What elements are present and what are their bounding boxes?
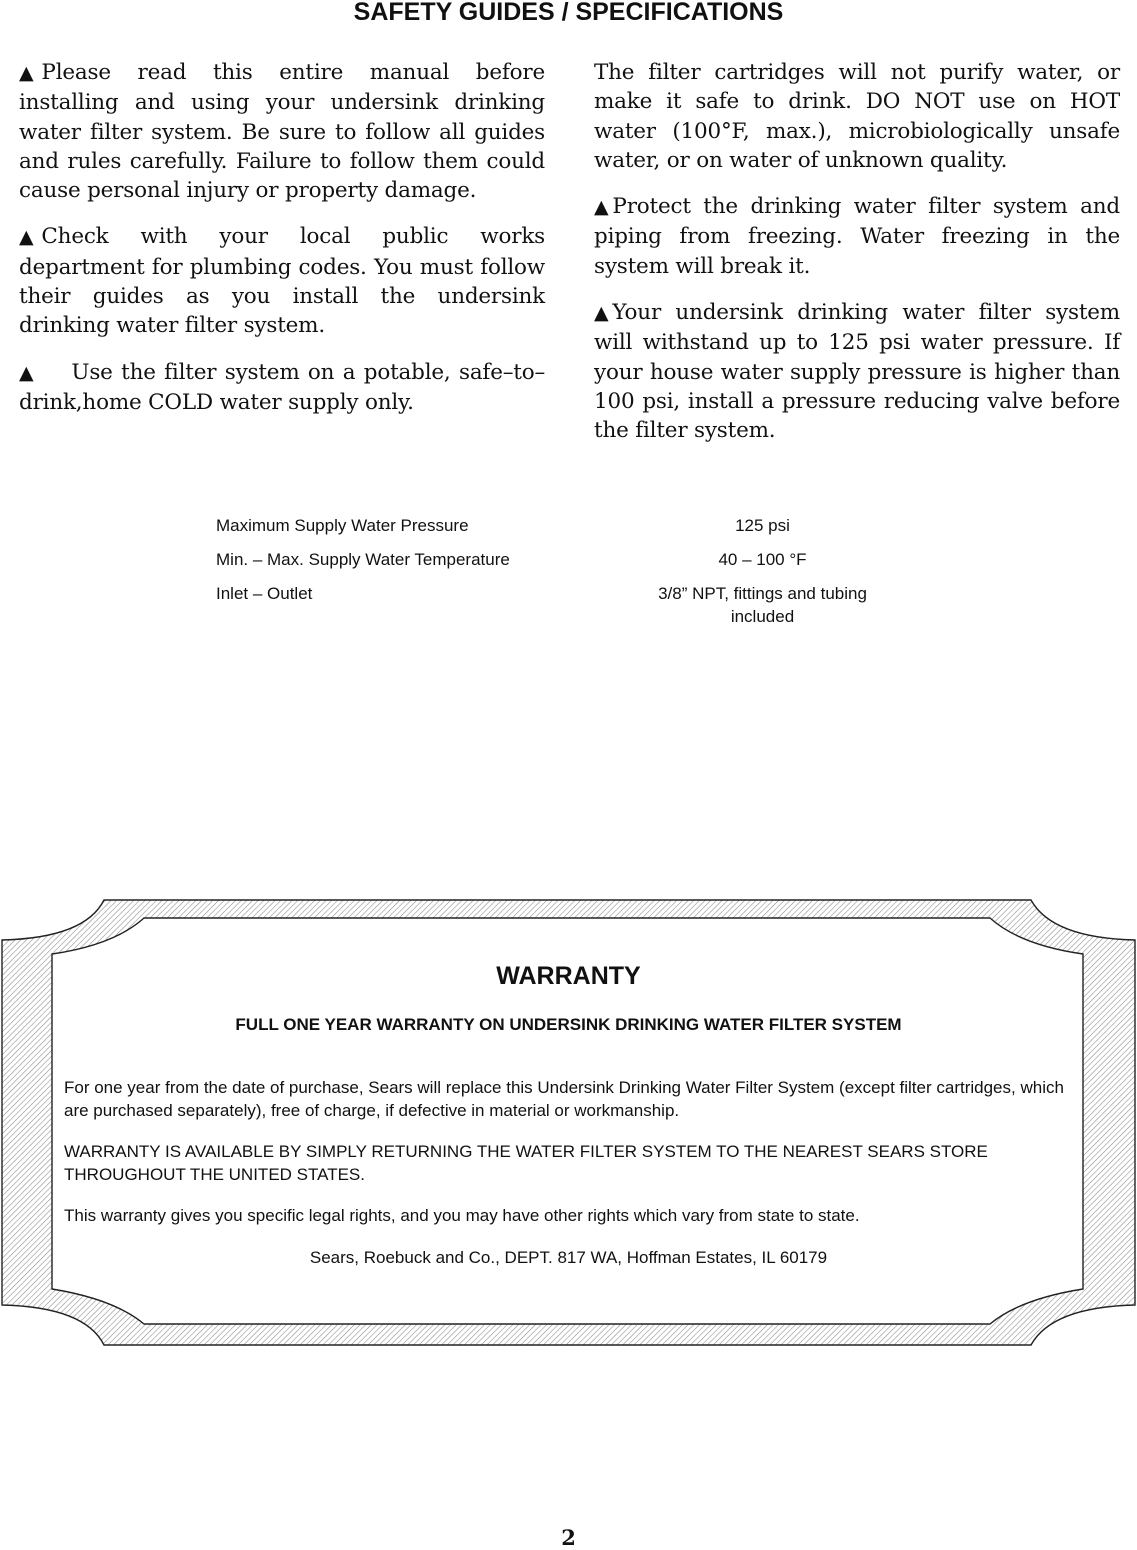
safety-guide-text: Protect the drinking water filter system and piping from freezing. Water freezing in the system will break it. xyxy=(594,194,1120,279)
safety-guide-item xyxy=(594,192,1120,281)
safety-guide-item xyxy=(19,222,545,340)
spec-row xyxy=(216,582,916,626)
safety-guide-intro: The filter cartridges will not purify water, or make it safe to drink. DO NOT use on HOT water (100°F, max.), microbiologically unsafe water, or on water of unknown quality. xyxy=(594,60,1120,173)
specifications-table xyxy=(216,514,916,626)
safety-guide-text: Use the filter system on a potable, safe–to–drink,home COLD water supply only. xyxy=(19,359,545,415)
spec-label: Maximum Supply Water Pressure xyxy=(216,516,469,535)
warning-triangle-icon: ▲ xyxy=(19,226,34,249)
warranty-body xyxy=(64,1076,1076,1245)
warranty-paragraph: This warranty gives you specific legal rights, and you may have other rights which vary from state to state. xyxy=(64,1206,860,1225)
spec-row xyxy=(216,514,916,548)
warning-triangle-icon: ▲ xyxy=(594,196,609,219)
warranty-subtitle: FULL ONE YEAR WARRANTY ON UNDERSINK DRINKING WATER FILTER SYSTEM xyxy=(235,1015,902,1034)
left-safety-column xyxy=(19,58,545,434)
safety-guide-item xyxy=(594,298,1120,445)
warranty-title: WARRANTY xyxy=(496,962,641,990)
warranty-address: Sears, Roebuck and Co., DEPT. 817 WA, Hoffman Estates, IL 60179 xyxy=(309,1248,828,1267)
spec-label: Min. – Max. Supply Water Temperature xyxy=(216,550,510,569)
safety-guide-item xyxy=(19,358,545,418)
spec-row xyxy=(216,548,916,582)
spec-value: 125 psi xyxy=(735,516,790,535)
spec-label: Inlet – Outlet xyxy=(216,584,313,603)
warning-triangle-icon: ▲ xyxy=(594,302,609,325)
spec-value: 3/8” NPT, fittings and tubing included xyxy=(658,584,867,626)
safety-guide-item xyxy=(19,58,545,205)
page-title: SAFETY GUIDES / SPECIFICATIONS xyxy=(353,0,784,26)
warranty-paragraph: WARRANTY IS AVAILABLE BY SIMPLY RETURNING THE WATER FILTER SYSTEM TO THE NEAREST SEARS STORE THROUGHOUT THE UNITED STATES. xyxy=(64,1142,988,1184)
page-number: 2 xyxy=(561,1525,576,1550)
safety-guide-text: Please read this entire manual before installing and using your undersink drinking water filter system. Be sure to follow all guides and rules carefully. Failure to follow them could cause personal injury or property damage. xyxy=(19,60,545,204)
warning-triangle-icon: ▲ xyxy=(19,361,34,384)
spec-value: 40 – 100 °F xyxy=(718,550,807,569)
safety-guide-text: Check with your local public works department for plumbing codes. You must follow their guides as you install the undersink drinking water filter system. xyxy=(19,224,545,339)
warning-triangle-icon: ▲ xyxy=(19,62,34,84)
warranty-paragraph: For one year from the date of purchase, Sears will replace this Undersink Drinking Water Filter System (except filter cartridges, which are purchased separately), free of charge, if defective in material or workmanship. xyxy=(64,1078,1064,1120)
safety-guide-text: Your undersink drinking water filter system will withstand up to 125 psi water pressure. If your house water supply pressure is higher than 100 psi, install a pressure reducing valve before the filter system. xyxy=(594,300,1120,444)
right-safety-column xyxy=(594,58,1120,463)
